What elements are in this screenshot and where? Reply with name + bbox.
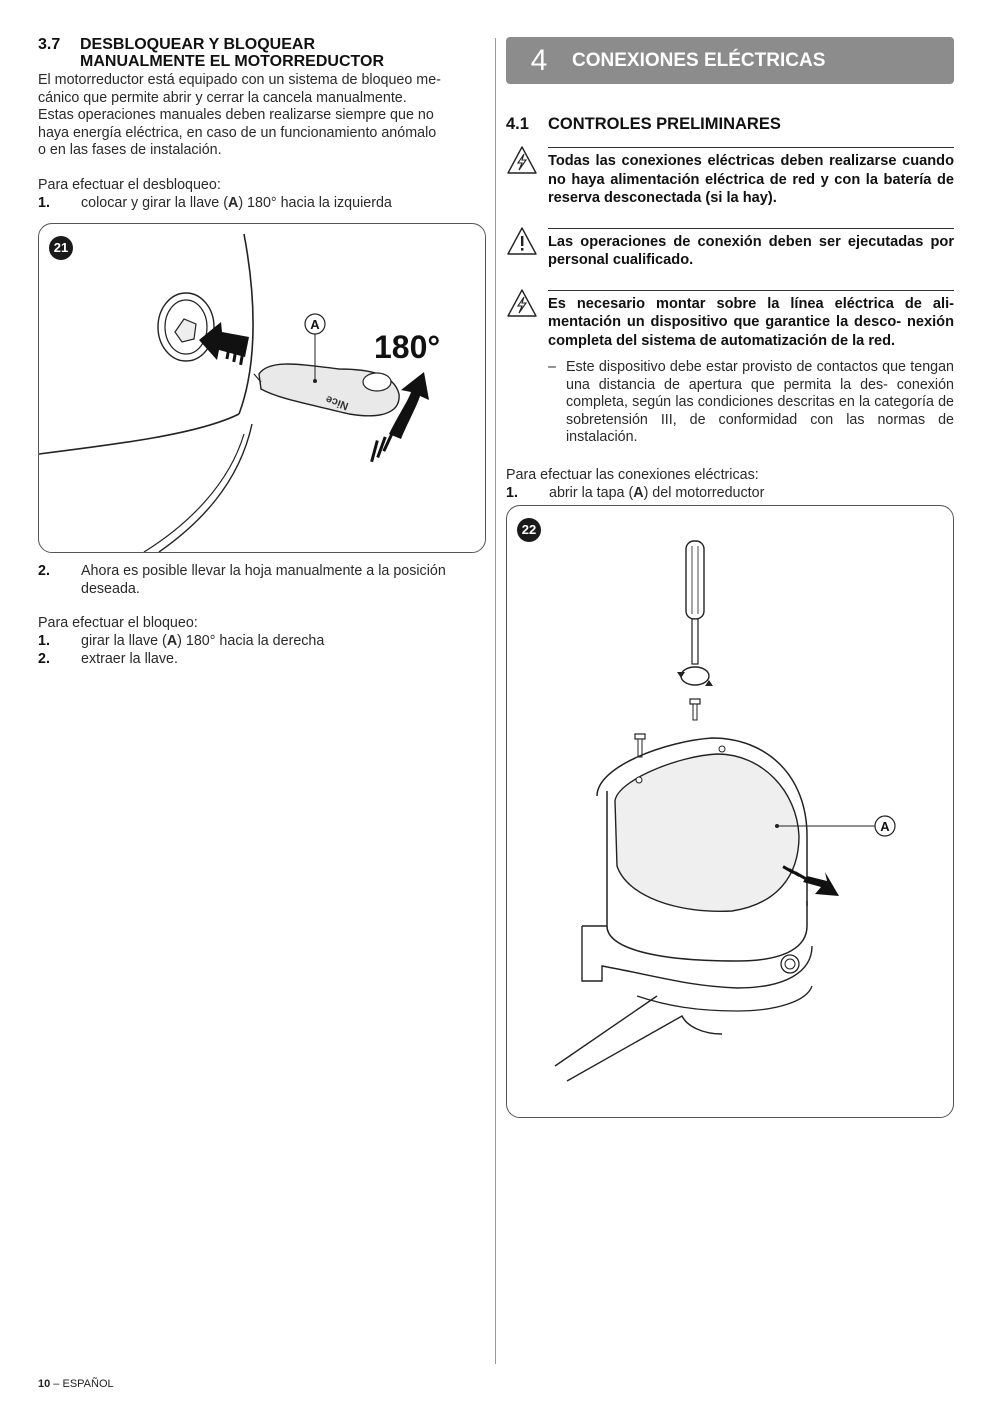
step-number: 1. <box>38 632 50 649</box>
warning-general <box>506 228 954 270</box>
warning-text: Es necesario montar sobre la línea eléctrica de ali- mentación un dispositivo que garantice la desco- nexión completa del sistema de automatización de la red. <box>548 290 954 351</box>
right-column <box>506 37 954 1118</box>
key-illustration <box>254 364 399 416</box>
warning-text: Todas las conexiones eléctricas deben realizarse cuando no haya alimentación eléctrica de red y con la batería de reserva desconectada (si la hay). <box>548 147 954 208</box>
chapter-number: 4 <box>530 43 548 77</box>
dash-list-item <box>548 359 954 447</box>
step-number: 1. <box>38 194 50 211</box>
step-number: 2. <box>38 650 50 667</box>
section-number: 4.1 <box>506 115 529 133</box>
intro-line: El motorreductor está equipado con un sistema de bloqueo me- <box>38 72 441 88</box>
chapter-title: CONEXIONES ELÉCTRICAS <box>572 49 826 71</box>
unlock-intro: Para efectuar el desbloqueo: <box>38 176 221 193</box>
step-number: 1. <box>506 484 518 501</box>
connect-step-1 <box>506 485 954 503</box>
column-divider <box>495 38 496 1364</box>
electric-hazard-icon <box>506 290 548 351</box>
warning-exclamation-icon <box>506 228 548 270</box>
chapter-banner <box>506 37 954 84</box>
page-footer <box>38 1378 114 1390</box>
angle-label: 180° <box>374 329 441 366</box>
step-text: Ahora es posible llevar la hoja manualmente a la posición deseada. <box>81 563 446 597</box>
intro-line: o en las fases de instalación. <box>38 142 222 159</box>
intro-paragraph <box>38 72 486 160</box>
screw-icon <box>690 699 700 720</box>
step-text: abrir la tapa (A) del motorreductor <box>549 484 765 501</box>
figure-21-illustration <box>39 224 485 552</box>
figure-22-illustration <box>507 506 953 1117</box>
section-title-line2: MANUALMENTE EL MOTORREDUCTOR <box>80 53 384 70</box>
lock-step-1 <box>38 633 486 651</box>
callout-a: A <box>310 317 320 333</box>
dash-item-text: Este dispositivo debe estar provisto de contactos que tengan una distancia de apertura que permita la des- conexión completa, según las condiciones descritas en la categoría de sobretensión III, de conformidad con las normas de instalación. <box>566 359 954 446</box>
unlock-step-1 <box>38 195 486 213</box>
page-number: 10 <box>38 1378 51 1390</box>
step-number: 2. <box>38 563 50 580</box>
section-heading-4-1 <box>506 116 954 133</box>
intro-line: cánico que permite abrir y cerrar la cancela manualmente. <box>38 89 407 106</box>
footer-separator: – <box>50 1378 63 1390</box>
warning-electric-1 <box>506 147 954 208</box>
screwdriver-illustration <box>677 541 713 686</box>
step-2 <box>38 563 486 598</box>
step-text: girar la llave (A) 180° hacia la derecha <box>81 632 325 649</box>
warning-text: Las operaciones de conexión deben ser ejecutadas por personal cualificado. <box>548 228 954 270</box>
left-column <box>38 36 486 668</box>
electric-hazard-icon <box>506 147 548 208</box>
intro-line: Estas operaciones manuales deben realizarse siempre que no <box>38 107 434 124</box>
connect-intro: Para efectuar las conexiones eléctricas: <box>506 466 759 483</box>
pull-arrow-icon <box>782 865 839 896</box>
section-title-line1: DESBLOQUEAR Y BLOQUEAR <box>80 36 315 53</box>
lock-intro: Para efectuar el bloqueo: <box>38 615 198 632</box>
lock-cylinder <box>158 293 214 361</box>
intro-line: haya energía eléctrica, en caso de un funcionamiento anómalo <box>38 124 437 141</box>
warning-electric-2 <box>506 290 954 351</box>
section-title <box>80 36 486 70</box>
section-number: 3.7 <box>38 36 61 53</box>
figure-badge: 22 <box>517 518 541 542</box>
step-text: extraer la llave. <box>81 650 178 667</box>
lock-step-2 <box>38 651 486 669</box>
section-heading-3-7 <box>38 36 486 70</box>
motor-housing-illustration <box>555 738 812 1081</box>
section-title: CONTROLES PRELIMINARES <box>548 115 781 133</box>
step-text: colocar y girar la llave (A) 180° hacia la izquierda <box>81 194 392 211</box>
figure-21 <box>38 223 486 553</box>
callout-a: A <box>880 819 890 835</box>
key-brand-text: Nice <box>324 392 351 413</box>
figure-badge: 21 <box>49 236 73 260</box>
dash-bullet: – <box>548 359 556 375</box>
footer-language: ESPAÑOL <box>62 1378 114 1390</box>
figure-22 <box>506 505 954 1118</box>
